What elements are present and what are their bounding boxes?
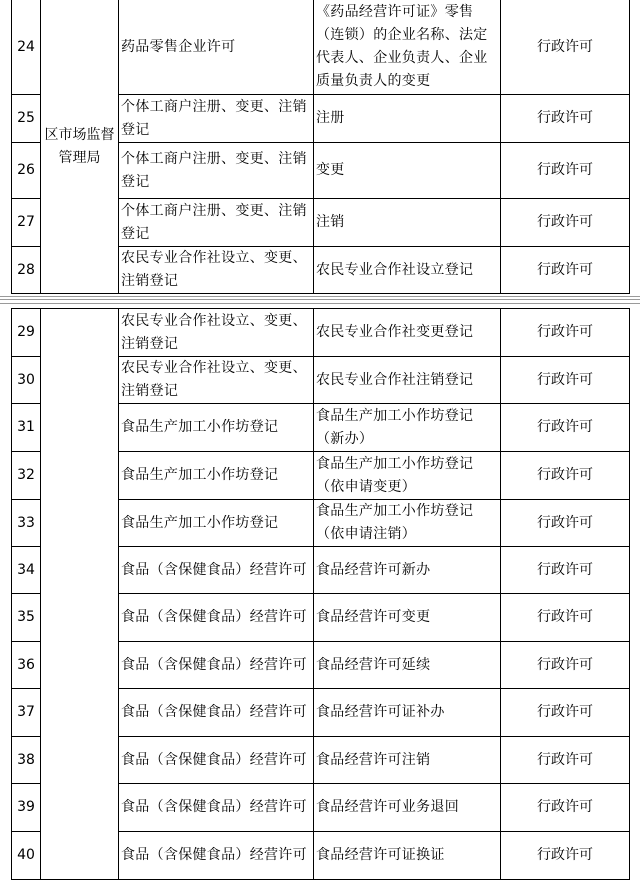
table-top-body: [12, 0, 630, 294]
item-name-cell: 食品（含保健食品）经营许可: [119, 547, 314, 594]
sub-item-cell: 食品生产加工小作坊登记（新办）: [314, 404, 501, 452]
row-number: 39: [12, 784, 41, 832]
type-cell: 行政许可: [501, 404, 630, 452]
type-cell: 行政许可: [501, 309, 630, 357]
sub-item-cell: 农民专业合作社设立登记: [314, 247, 501, 294]
table-row: [12, 309, 630, 357]
item-name-cell: 食品生产加工小作坊登记: [119, 404, 314, 452]
type-cell: 行政许可: [501, 143, 630, 199]
page-break: [0, 294, 640, 308]
sub-item-cell: 《药品经营许可证》零售（连锁）的企业名称、法定代表人、企业负责人、企业质量负责人的变更: [314, 0, 501, 95]
table-top: [11, 0, 630, 294]
item-name-cell: 食品（含保健食品）经营许可: [119, 594, 314, 642]
row-number: 24: [12, 0, 41, 95]
row-number: 30: [12, 357, 41, 404]
sub-item-cell: 食品经营许可证补办: [314, 689, 501, 737]
sub-item-cell: 食品经营许可延续: [314, 642, 501, 689]
row-number: 40: [12, 832, 41, 880]
item-name-cell: 农民专业合作社设立、变更、注销登记: [119, 357, 314, 404]
sub-item-cell: 食品经营许可证换证: [314, 832, 501, 880]
row-number: 33: [12, 500, 41, 547]
item-name-cell: 农民专业合作社设立、变更、注销登记: [119, 247, 314, 294]
sub-item-cell: 食品经营许可变更: [314, 594, 501, 642]
sub-item-cell: 食品经营许可新办: [314, 547, 501, 594]
type-cell: 行政许可: [501, 547, 630, 594]
row-number: 27: [12, 199, 41, 247]
sub-item-cell: 食品经营许可业务退回: [314, 784, 501, 832]
item-name-cell: 食品（含保健食品）经营许可: [119, 737, 314, 784]
type-cell: 行政许可: [501, 594, 630, 642]
item-name-cell: 食品生产加工小作坊登记: [119, 500, 314, 547]
sub-item-cell: 变更: [314, 143, 501, 199]
type-cell: 行政许可: [501, 95, 630, 143]
type-cell: 行政许可: [501, 500, 630, 547]
type-cell: 行政许可: [501, 832, 630, 880]
sub-item-cell: 食品生产加工小作坊登记（依申请变更）: [314, 452, 501, 500]
item-name-cell: 食品（含保健食品）经营许可: [119, 832, 314, 880]
row-number: 35: [12, 594, 41, 642]
type-cell: 行政许可: [501, 357, 630, 404]
sub-item-cell: 注销: [314, 199, 501, 247]
type-cell: 行政许可: [501, 642, 630, 689]
type-cell: 行政许可: [501, 452, 630, 500]
sub-item-cell: 农民专业合作社注销登记: [314, 357, 501, 404]
item-name-cell: 个体工商户注册、变更、注销登记: [119, 143, 314, 199]
item-name-cell: 食品（含保健食品）经营许可: [119, 784, 314, 832]
table-bottom-body: [12, 309, 630, 880]
table-bottom: [11, 308, 630, 880]
row-number: 25: [12, 95, 41, 143]
row-number: 29: [12, 309, 41, 357]
item-name-cell: 食品（含保健食品）经营许可: [119, 689, 314, 737]
row-number: 36: [12, 642, 41, 689]
item-name-cell: 个体工商户注册、变更、注销登记: [119, 199, 314, 247]
table-row: [12, 0, 630, 95]
row-number: 37: [12, 689, 41, 737]
row-number: 28: [12, 247, 41, 294]
type-cell: 行政许可: [501, 0, 630, 95]
sub-item-cell: 农民专业合作社变更登记: [314, 309, 501, 357]
department-cell: 区市场监督管理局: [41, 0, 119, 294]
sub-item-cell: 食品经营许可注销: [314, 737, 501, 784]
item-name-cell: 食品生产加工小作坊登记: [119, 452, 314, 500]
item-name-cell: 农民专业合作社设立、变更、注销登记: [119, 309, 314, 357]
type-cell: 行政许可: [501, 689, 630, 737]
row-number: 34: [12, 547, 41, 594]
sub-item-cell: 食品生产加工小作坊登记（依申请注销）: [314, 500, 501, 547]
item-name-cell: 个体工商户注册、变更、注销登记: [119, 95, 314, 143]
item-name-cell: 食品（含保健食品）经营许可: [119, 642, 314, 689]
row-number: 31: [12, 404, 41, 452]
type-cell: 行政许可: [501, 199, 630, 247]
department-cell: [41, 309, 119, 880]
type-cell: 行政许可: [501, 737, 630, 784]
item-name-cell: 药品零售企业许可: [119, 0, 314, 95]
type-cell: 行政许可: [501, 247, 630, 294]
row-number: 26: [12, 143, 41, 199]
row-number: 38: [12, 737, 41, 784]
sub-item-cell: 注册: [314, 95, 501, 143]
type-cell: 行政许可: [501, 784, 630, 832]
row-number: 32: [12, 452, 41, 500]
